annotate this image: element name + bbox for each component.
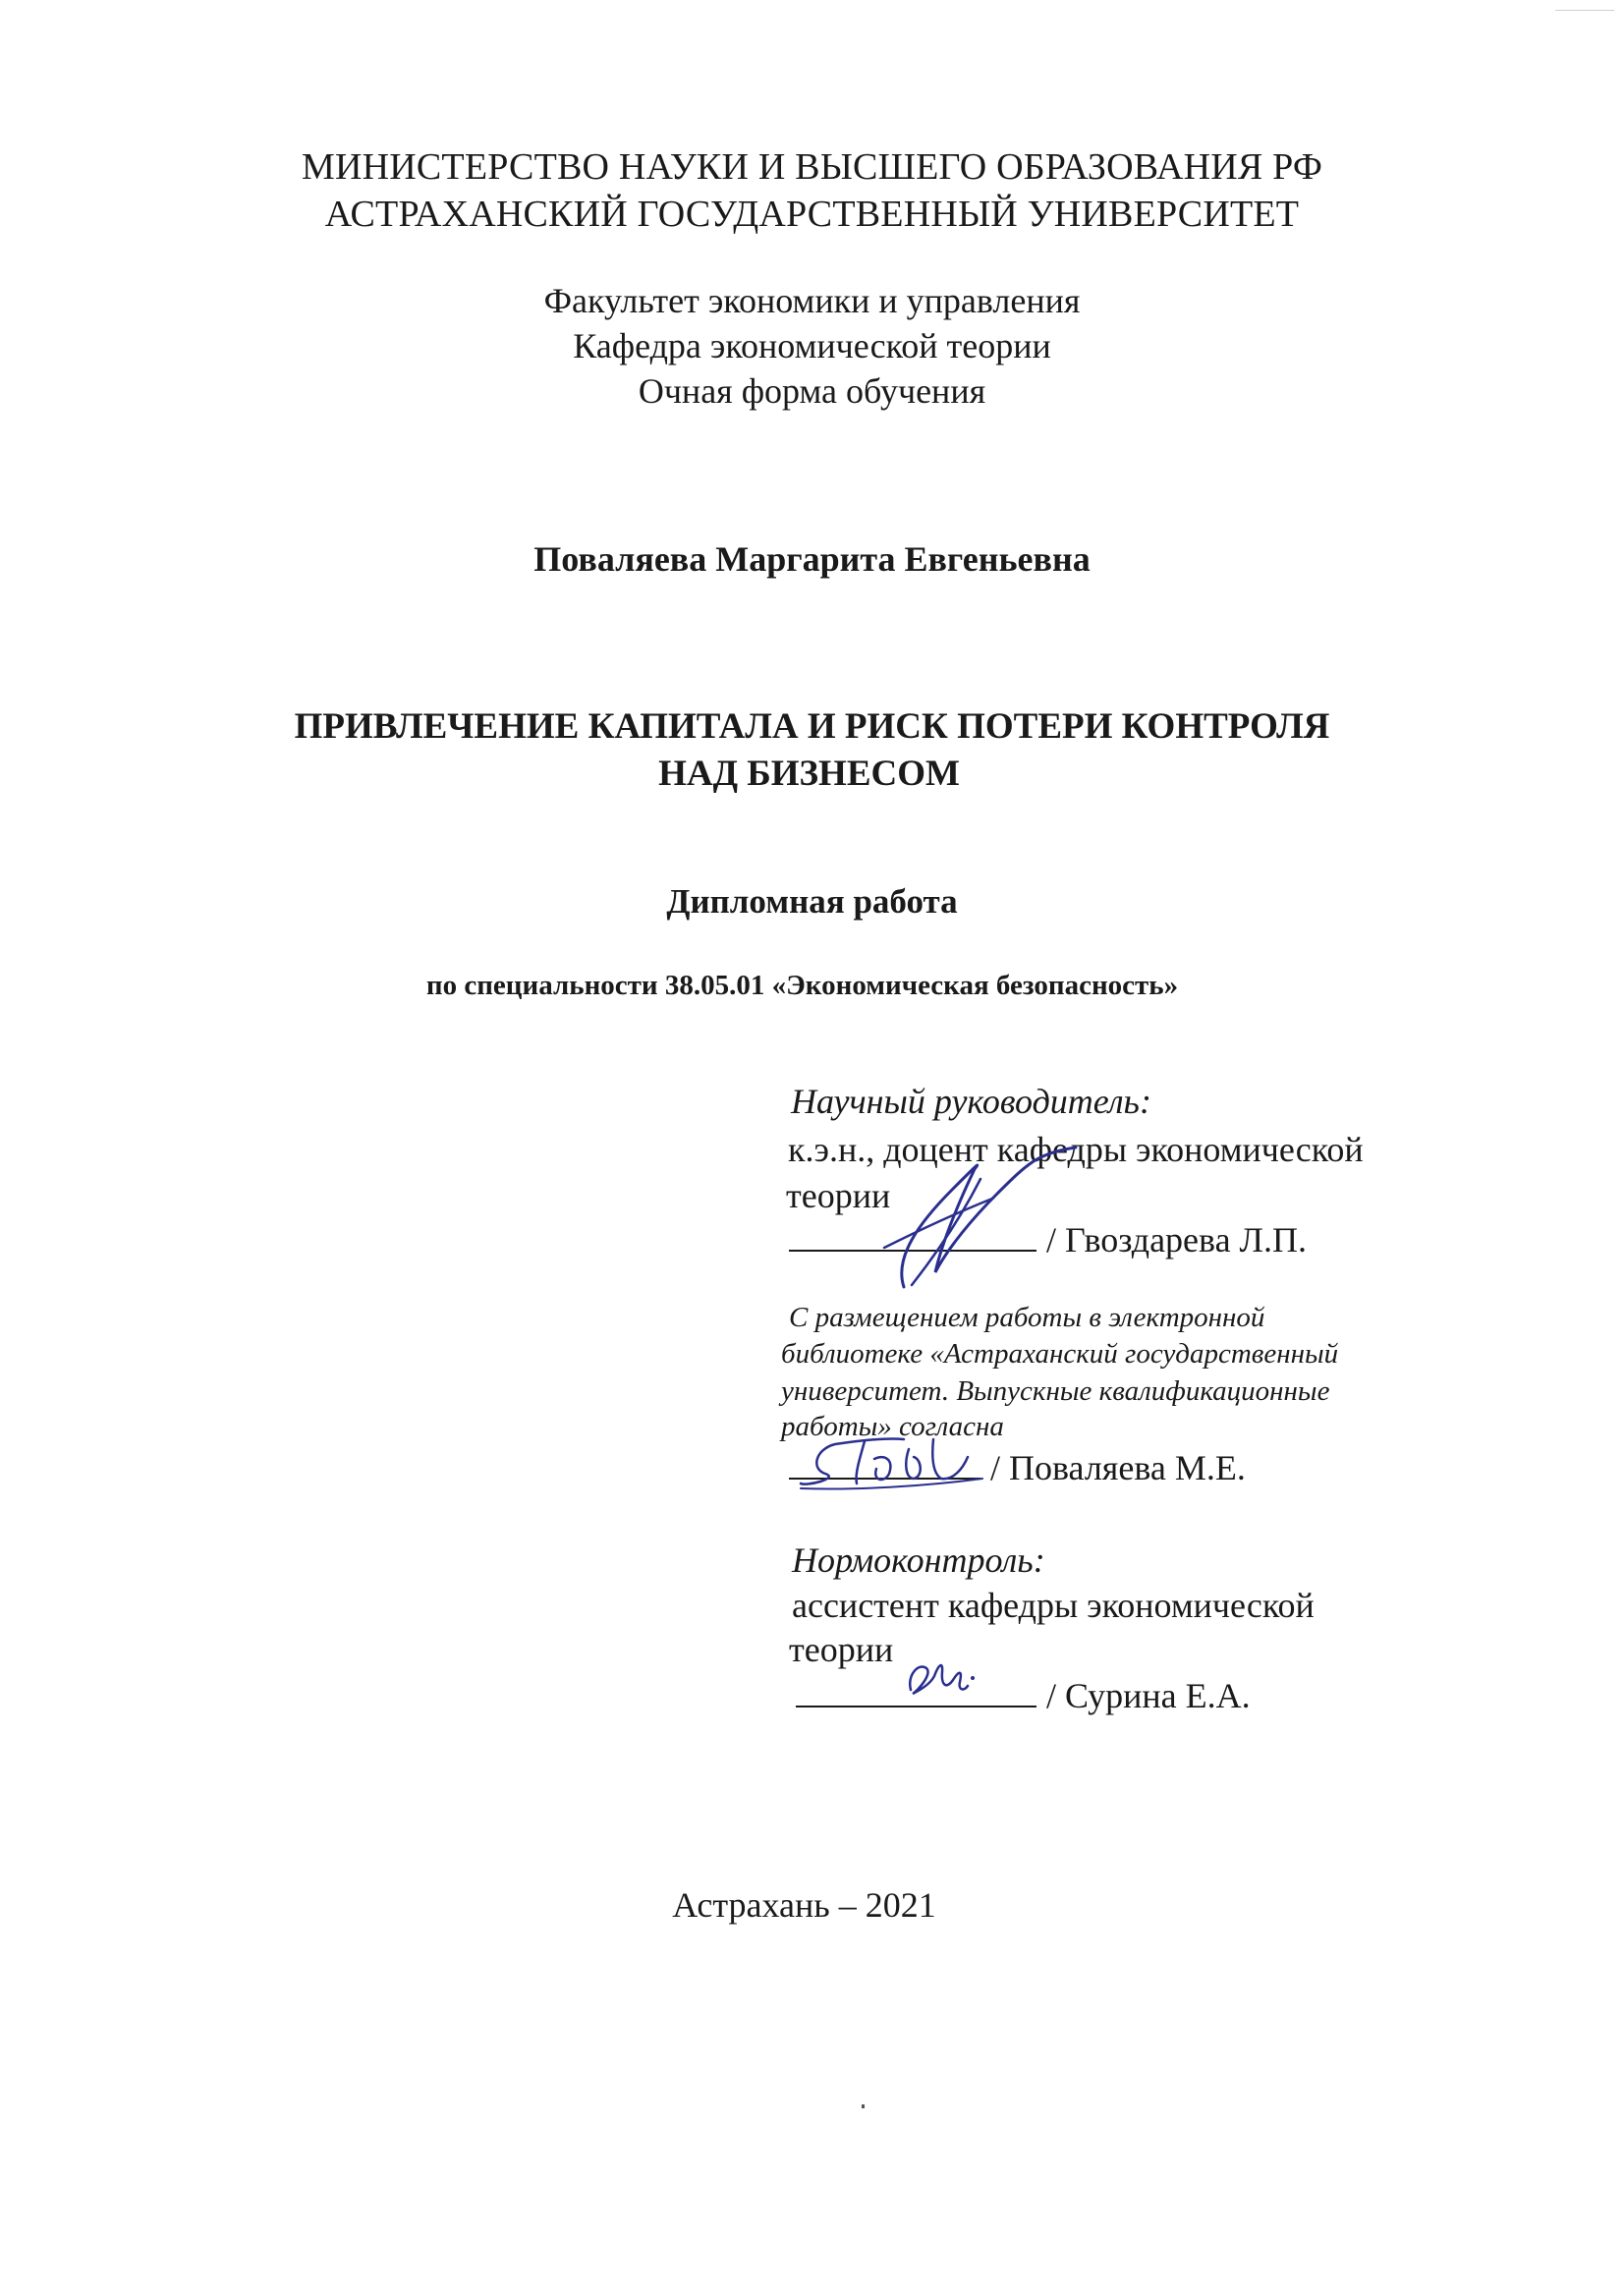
normcontrol-position-line-2: теории: [789, 1630, 894, 1669]
normcontrol-role: Нормоконтроль:: [792, 1540, 1045, 1580]
supervisor-signature: [865, 1140, 1120, 1297]
study-form: Очная форма обучения: [638, 371, 986, 411]
normcontrol-signature-row: [796, 1672, 1251, 1716]
work-type: Дипломная работа: [666, 882, 958, 921]
normcontrol-position-line-1: ассистент кафедры экономической: [792, 1586, 1315, 1625]
consent-line-2: библиотеке «Астраханский государственный: [781, 1338, 1339, 1370]
university-heading: АСТРАХАНСКИЙ ГОСУДАРСТВЕННЫЙ УНИВЕРСИТЕТ: [324, 194, 1300, 235]
supervisor-position-line-1: к.э.н., доцент кафедры экономической: [788, 1130, 1364, 1169]
scan-dot: [862, 2104, 865, 2108]
city-year: Астрахань – 2021: [672, 1885, 936, 1925]
consent-line-1: С размещением работы в электронной: [789, 1302, 1265, 1333]
ministry-heading: МИНИСТЕРСТВО НАУКИ И ВЫСШЕГО ОБРАЗОВАНИЯ РФ: [301, 146, 1323, 188]
normcontrol-signature: [899, 1651, 987, 1709]
author-name: Поваляева Маргарита Евгеньевна: [533, 539, 1091, 579]
supervisor-role: Научный руководитель:: [791, 1082, 1151, 1121]
thesis-title-line-1: ПРИВЛЕЧЕНИЕ КАПИТАЛА И РИСК ПОТЕРИ КОНТРОЛЯ: [294, 706, 1330, 747]
normcontrol-name: / Сурина Е.А.: [1046, 1676, 1251, 1715]
faculty-name: Факультет экономики и управления: [543, 281, 1081, 320]
consent-name: / Поваляева М.Е.: [990, 1448, 1246, 1487]
scan-edge-mark: [1555, 10, 1614, 11]
specialty-line: по специальности 38.05.01 «Экономическая безопасность»: [425, 970, 1179, 1001]
consent-line-3: университет. Выпускные квалификационные: [781, 1375, 1330, 1407]
consent-line-4: работы» согласна: [781, 1411, 1004, 1442]
thesis-title-line-2: НАД БИЗНЕСОМ: [658, 754, 960, 794]
author-signature: [796, 1429, 992, 1498]
department-name: Кафедра экономической теории: [573, 326, 1051, 365]
supervisor-position-line-2: теории: [786, 1176, 891, 1215]
supervisor-name: / Гвоздарева Л.П.: [1046, 1220, 1307, 1259]
